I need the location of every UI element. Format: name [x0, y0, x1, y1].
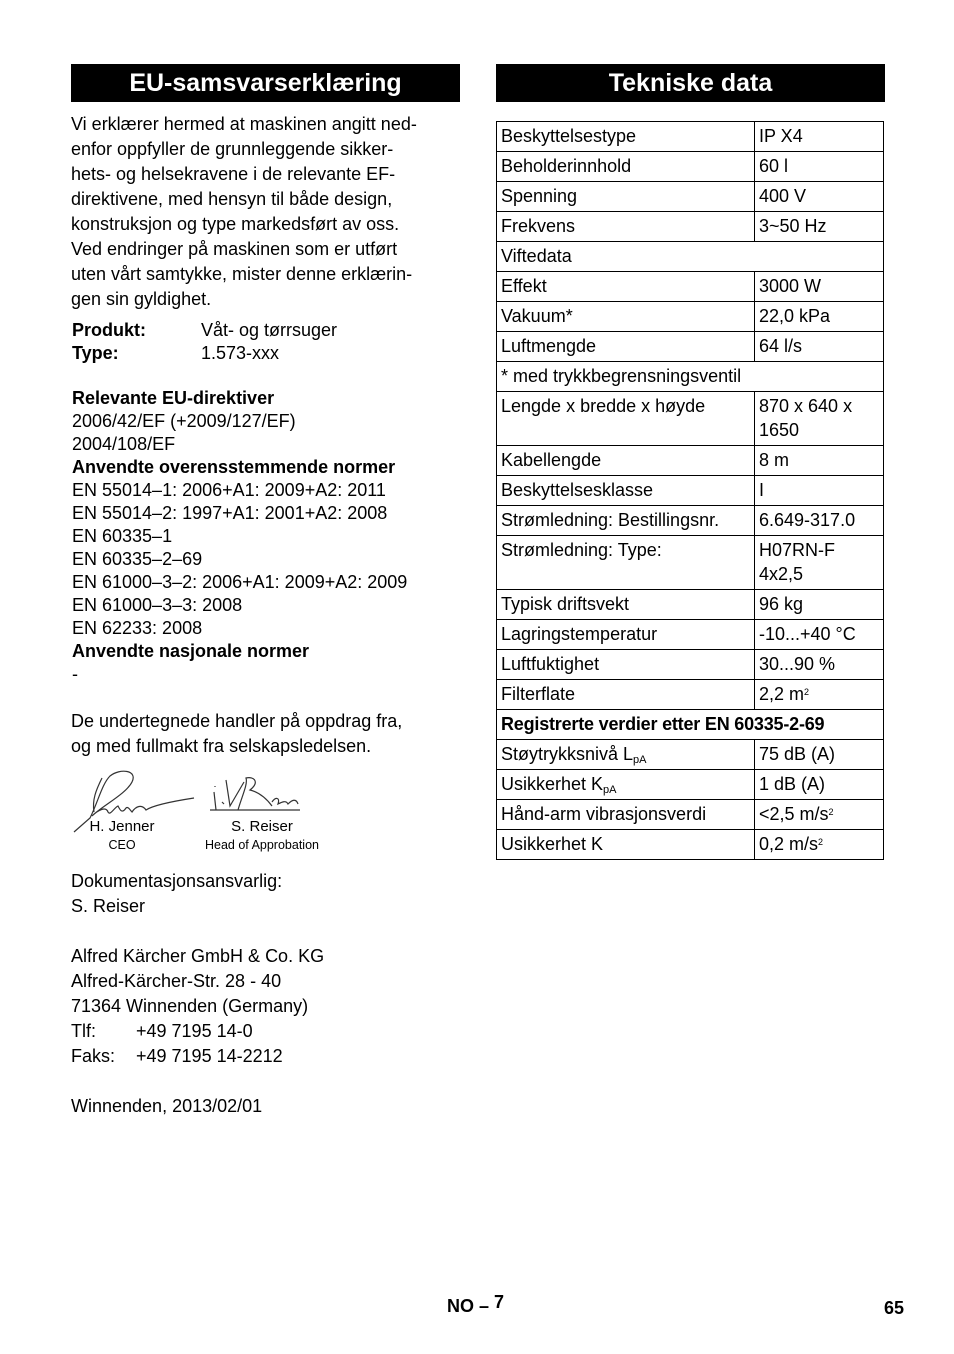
spec-label: Beholderinnhold: [497, 152, 755, 182]
place-date: Winnenden, 2013/02/01: [71, 1096, 263, 1116]
phone-value: +49 7195 14-0: [136, 1021, 253, 1041]
spec-label: Lengde x bredde x høyde: [497, 392, 755, 446]
intro-line: hets- og helsekravene i de relevante EF-: [71, 164, 396, 184]
signer-name: S. Reiser: [231, 818, 293, 835]
footer-section-page: 7: [494, 1292, 505, 1312]
spec-group-label: Viftedata: [497, 242, 884, 272]
spec-label: Typisk driftsvekt: [497, 590, 755, 620]
spec-label: Luftfuktighet: [497, 650, 755, 680]
company-street: Alfred-Kärcher-Str. 28 - 40: [71, 971, 282, 991]
signer-jenner: [80, 818, 164, 854]
spec-label: Effekt: [497, 272, 755, 302]
spec-value: 22,0 kPa: [755, 302, 884, 332]
product-info: [72, 319, 467, 365]
spec-label: Spenning: [497, 182, 755, 212]
intro-line: uten vårt samtykke, mister denne erklærin-: [71, 264, 413, 284]
spec-value: -10...+40 °C: [755, 620, 884, 650]
signature-reiser: [210, 778, 300, 810]
spec-value: 870 x 640 x 1650: [755, 392, 884, 446]
table-row: [497, 242, 884, 272]
spec-label: Vakuum*: [497, 302, 755, 332]
table-row: [497, 830, 884, 860]
footer-section-label: [447, 1292, 505, 1317]
spec-value: I: [755, 476, 884, 506]
signing-line: De undertegnede handler på oppdrag fra,: [71, 711, 403, 731]
norms-heading: Anvendte overensstemmende normer: [72, 457, 396, 477]
type-value: 1.573-xxx: [201, 343, 280, 363]
norm-item: EN 55014–2: 1997+A1: 2001+A2: 2008: [72, 503, 388, 523]
directive-item: 2006/42/EF (+2009/127/EF): [72, 411, 296, 431]
spec-label: Usikkerhet K: [497, 830, 755, 860]
spec-label: Beskyttelsesklasse: [497, 476, 755, 506]
company-city: 71364 Winnenden (Germany): [71, 996, 309, 1016]
documentation-responsible: [71, 869, 466, 919]
declaration-intro: [71, 112, 466, 312]
spec-label: Frekvens: [497, 212, 755, 242]
spec-label: Støytrykksnivå $L_{pA}$: [497, 740, 755, 770]
spec-label: Filterflate: [497, 680, 755, 710]
spec-value: 8 m: [755, 446, 884, 476]
spec-value: 75 dB (A): [755, 740, 884, 770]
spec-label: Strømledning: Type:: [497, 536, 755, 590]
phone-label: Tlf:: [71, 1021, 96, 1041]
table-row: [497, 476, 884, 506]
norm-item: EN 60335–1: [72, 526, 173, 546]
spec-label: Hånd-arm vibrasjonsverdi: [497, 800, 755, 830]
declaration-heading: EU-samsvarserklæring: [71, 64, 460, 102]
table-row: [497, 302, 884, 332]
spec-value: 400 V: [755, 182, 884, 212]
signer-reiser: [196, 818, 328, 854]
intro-line: gen sin gyldighet.: [71, 289, 212, 309]
table-row: [497, 710, 884, 740]
table-row: [497, 536, 884, 590]
table-row: [497, 800, 884, 830]
table-row: [497, 506, 884, 536]
table-row: [497, 122, 884, 152]
table-row: [497, 182, 884, 212]
doc-resp-label: Dokumentasjonsansvarlig:: [71, 871, 283, 891]
table-row: [497, 650, 884, 680]
spec-label: Luftmengde: [497, 332, 755, 362]
doc-resp-name: S. Reiser: [71, 896, 146, 916]
spec-value: 2,2 $m^2$: [755, 680, 884, 710]
footer-dash: –: [479, 1296, 490, 1316]
spec-value: 64 l/s: [755, 332, 884, 362]
spec-label: Beskyttelsestype: [497, 122, 755, 152]
intro-line: enfor oppfyller de grunnleggende sikker-: [71, 139, 394, 159]
spec-value: H07RN-F 4x2,5: [755, 536, 884, 590]
table-row: [497, 212, 884, 242]
intro-line: Ved endringer på maskinen som er utført: [71, 239, 398, 259]
technical-data-heading: Tekniske data: [496, 64, 885, 102]
spec-value: 96 kg: [755, 590, 884, 620]
signing-statement: [71, 709, 466, 759]
spec-section-heading: Registrerte verdier etter EN 60335-2-69: [497, 710, 884, 740]
table-row: [497, 620, 884, 650]
spec-label: Usikkerhet $K_{pA}$: [497, 770, 755, 800]
national-norms-heading: Anvendte nasjonale normer: [72, 641, 310, 661]
table-row: [497, 740, 884, 770]
directives-section: [72, 387, 467, 686]
company-address: [71, 944, 466, 1069]
directives-heading: Relevante EU-direktiver: [72, 388, 275, 408]
spec-label: Strømledning: Bestillingsnr.: [497, 506, 755, 536]
spec-value: 3000 W: [755, 272, 884, 302]
footer-lang: NO: [447, 1296, 474, 1316]
norm-item: EN 55014–1: 2006+A1: 2009+A2: 2011: [72, 480, 386, 500]
norm-item: EN 61000–3–2: 2006+A1: 2009+A2: 2009: [72, 572, 408, 592]
table-row: [497, 152, 884, 182]
page-number: 65: [884, 1298, 905, 1318]
norm-item: EN 62233: 2008: [72, 618, 203, 638]
intro-line: Vi erklærer hermed at maskinen angitt ned-: [71, 114, 417, 134]
spec-value: 3~50 Hz: [755, 212, 884, 242]
table-row: [497, 332, 884, 362]
spec-value: 30...90 %: [755, 650, 884, 680]
national-norms-value: -: [72, 664, 78, 684]
table-row: [497, 590, 884, 620]
table-row: [497, 770, 884, 800]
product-value: Våt- og tørrsuger: [201, 320, 338, 340]
table-row: [497, 362, 884, 392]
spec-value: IP X4: [755, 122, 884, 152]
norm-item: EN 60335–2–69: [72, 549, 203, 569]
product-label: Produkt:: [72, 320, 146, 340]
table-row: [497, 392, 884, 446]
company-name: Alfred Kärcher GmbH & Co. KG: [71, 946, 325, 966]
spec-value: 1 dB (A): [755, 770, 884, 800]
intro-line: konstruksjon og type markedsført av oss.: [71, 214, 400, 234]
spec-value: 6.649-317.0: [755, 506, 884, 536]
intro-line: direktivene, med hensyn til både design,: [71, 189, 393, 209]
directive-item: 2004/108/EF: [72, 434, 176, 454]
table-row: [497, 272, 884, 302]
table-row: [497, 680, 884, 710]
type-label: Type:: [72, 343, 119, 363]
fax-value: +49 7195 14-2212: [136, 1046, 283, 1066]
spec-value: <2,5 $m/s^2$: [755, 800, 884, 830]
spec-value: 60 l: [755, 152, 884, 182]
spec-label: Lagringstemperatur: [497, 620, 755, 650]
norm-item: EN 61000–3–3: 2008: [72, 595, 243, 615]
table-row: [497, 446, 884, 476]
spec-value: 0,2 $m/s^2$: [755, 830, 884, 860]
signing-line: og med fullmakt fra selskapsledelsen.: [71, 736, 372, 756]
signer-role: CEO: [108, 838, 136, 852]
signer-name: H. Jenner: [89, 818, 155, 835]
signer-role: Head of Approbation: [205, 838, 319, 852]
fax-label: Faks:: [71, 1046, 116, 1066]
technical-data-table: [496, 121, 884, 860]
spec-footnote: * med trykkbegrensningsventil: [497, 362, 884, 392]
spec-label: Kabellengde: [497, 446, 755, 476]
